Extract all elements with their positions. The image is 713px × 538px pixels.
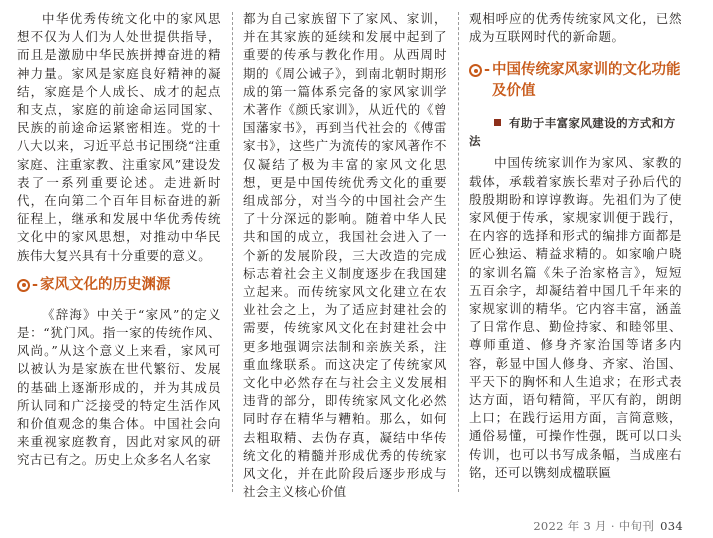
- column-left: [17, 10, 221, 470]
- sub-heading: [469, 114, 682, 150]
- sub-heading-text: 有助于丰富家风建设的方式和方法: [469, 116, 676, 149]
- column-right: [469, 10, 682, 482]
- column-divider: [458, 12, 459, 492]
- function-paragraph: 中国传统家训作为家风、家教的载体，承载着家族长辈对子孙后代的殷殷期盼和谆谆教诲。先祖们为了使家风便于传承，家规家训便于践行，在内容的选择和形式的编排方面都是匠心独运、精益求精的。如家喻户晓的家训名篇《朱子治家格言》，短短五百余字，却凝结着中国几千年来的家规家训的精华。它内容丰富，涵盖了日常作息、勤俭持家、和睦邻里、尊师重道、修身齐家治国等诸多内容，彰显中国人修身、齐家、治国、平天下的胸怀和人生追求；在形式表达方面，语句精简，平仄有韵，朗朗上口；在践行运用方面，言简意赅，通俗易懂，可操作性强，既可以口头传训，也可以书写成条幅，当成座右铭，还可以镌刻成楹联匾: [469, 155, 682, 480]
- history-continued-paragraph: 都为自己家族留下了家风、家训，并在其家族的延续和发展中起到了重要的传承与教化作用。从西周时期的《周公诫子》，到南北朝时期形成的第一篇体系完备的家风家训学术著作《颜氏家训》，从近代的《曾国藩家书》，再到当代社会的《傅雷家书》，这些广为流传的家风著作不仅凝结了极为丰富的家风文化思想，更是中国传统优秀文化的重要组成部分，对当今的中国社会产生了十分深远的影响。随着中华人民共和国的成立，我国社会进入了一个新的发展阶段，三大改造的完成标志着社会主义制度逐步在我国建立起来。而传统家风文化建立在农业社会之上，为了适应封建社会的需要，传统家风文化在封建社会中更多地强调宗法制和亲族关系，注重血缘联系。而这决定了传统家风文化中必然存在与社会主义发展相违背的部分，即传统家风文化必然同时存在精华与糟粕。那么，如何去粗取精、去伪存真，凝结中华传统文化的精髓并形成优秀的传统家风文化，并在此阶段后逐步形成与社会主义核心价值: [243, 11, 447, 500]
- circle-bullet-icon: [17, 279, 30, 292]
- issue-label: 2022 年 3 月 · 中旬刊: [533, 519, 655, 533]
- section-heading-history: - 家风文化的历史渊源: [17, 275, 221, 296]
- square-bullet-icon: [494, 119, 501, 126]
- page-footer: [533, 518, 683, 534]
- section-heading-function: - 中国传统家风家训的文化功能及价值: [469, 60, 682, 102]
- circle-bullet-icon: [469, 64, 482, 77]
- section-title: 中国传统家风家训的文化功能及价值: [492, 62, 681, 100]
- history-paragraph: 《辞海》中关于“家风”的定义是：“犹门风。指一家的传统作风、风尚。”从这个意义上来看，家风可以被认为是家族在世代繁衍、发展的基础上逐渐形成的，并为其成员所认同和广泛接受的特定生活作风和价值观念的集合体。中国社会向来重视家庭教育，因此对家风的研究古已有之。历史上众多名人名家: [17, 306, 221, 468]
- section-title: 家风文化的历史渊源: [40, 276, 171, 293]
- intro-paragraph: 中华优秀传统文化中的家风思想不仅为人们为人处世提供指导，而且是激励中华民族拼搏奋进的精神力量。家风是家庭良好精神的凝结，家庭是个人成长、成才的起点和支点，家庭的前途命运同国家、民族的前途命运紧密相连。党的十八大以来，习近平总书记围绕“注重家庭、注重家教、注重家风”建设发表了一系列重要论述。走进新时代，在向第二个百年目标奋进的新征程上，继承和发展中华优秀传统文化中的家风思想，对推动中华民族伟大复兴具有十分重要的意义。: [17, 11, 221, 263]
- page-number: 034: [660, 519, 683, 533]
- history-end-paragraph: 观相呼应的优秀传统家风文化，已然成为互联网时代的新命题。: [469, 11, 682, 45]
- column-divider: [232, 12, 233, 492]
- column-middle: [243, 10, 447, 501]
